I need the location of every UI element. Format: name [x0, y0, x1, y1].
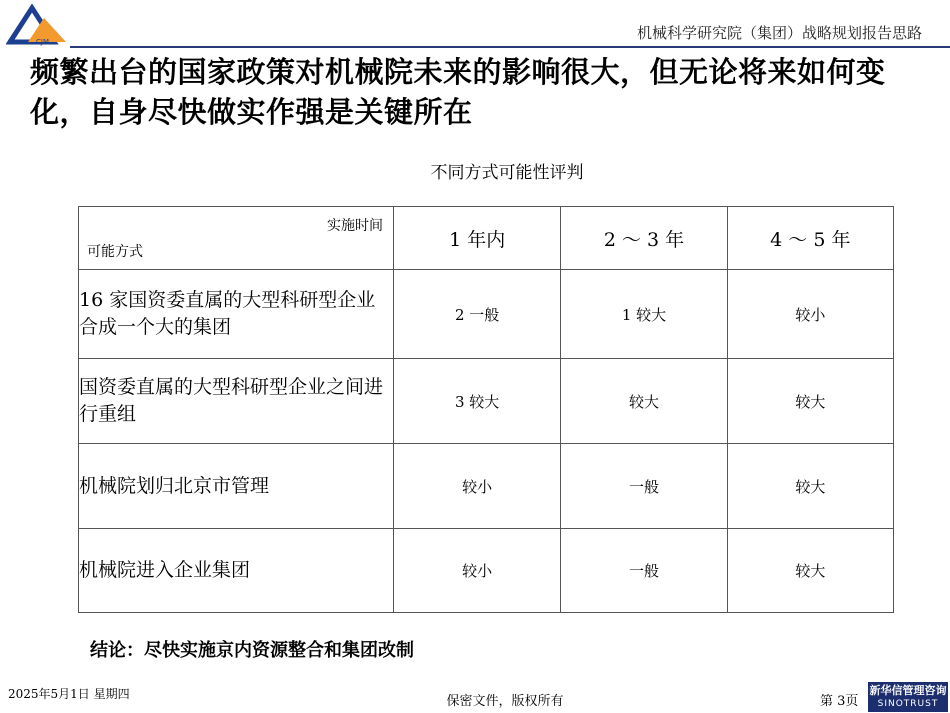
header-divider [70, 46, 950, 48]
row-label: 机械院进入企业集团 [79, 529, 394, 613]
possibility-table [78, 206, 894, 613]
table-cell: 1 较大 [561, 270, 727, 359]
table-cell: 一般 [561, 444, 727, 529]
table-cell: 2 一般 [394, 270, 561, 359]
table-cell: 较大 [727, 359, 893, 444]
column-header: 2 ～ 3 年 [561, 207, 727, 270]
logo-text: CJM [36, 38, 49, 46]
table-cell: 一般 [561, 529, 727, 613]
table-cell: 较大 [561, 359, 727, 444]
footer-page-number: 第 3页 [820, 694, 859, 709]
footer-confidential: 保密文件，版权所有 [446, 694, 564, 709]
row-label: 国资委直属的大型科研型企业之间进行重组 [79, 359, 394, 444]
table-row [79, 444, 894, 529]
cjm-logo [6, 4, 70, 46]
row-label: 16 家国资委直属的大型科研型企业合成一个大的集团 [79, 270, 394, 359]
table-caption: 不同方式可能性评判 [430, 163, 584, 183]
footer-date: 2025年5月1日 星期四 [8, 687, 130, 701]
sinotrust-logo [868, 682, 948, 712]
table-cell: 较小 [394, 444, 561, 529]
table-header-row [79, 207, 894, 270]
conclusion-text: 结论：尽快实施京内资源整合和集团改制 [90, 640, 414, 661]
sinotrust-logo-en: SINOTRUST [877, 699, 939, 709]
corner-top-label: 实施时间 [327, 218, 383, 234]
sinotrust-logo-cn: 新华信管理咨询 [869, 684, 947, 697]
table-cell: 较小 [727, 270, 893, 359]
table-row [79, 359, 894, 444]
slide-title: 频繁出台的国家政策对机械院未来的影响很大，但无论将来如何变化，自身尽快做实作强是关键所在 [30, 55, 886, 129]
header-title: 机械科学研究院（集团）战略规划报告思路 [636, 24, 922, 42]
table-row [79, 270, 894, 359]
column-header: 1 年内 [394, 207, 561, 270]
table-cell: 较大 [727, 444, 893, 529]
row-label: 机械院划归北京市管理 [79, 444, 394, 529]
table-cell: 较小 [394, 529, 561, 613]
corner-cell [79, 207, 394, 270]
corner-bottom-label: 可能方式 [87, 244, 143, 260]
column-header: 4 ～ 5 年 [727, 207, 893, 270]
table-cell: 3 较大 [394, 359, 561, 444]
table-cell: 较大 [727, 529, 893, 613]
table-row [79, 529, 894, 613]
